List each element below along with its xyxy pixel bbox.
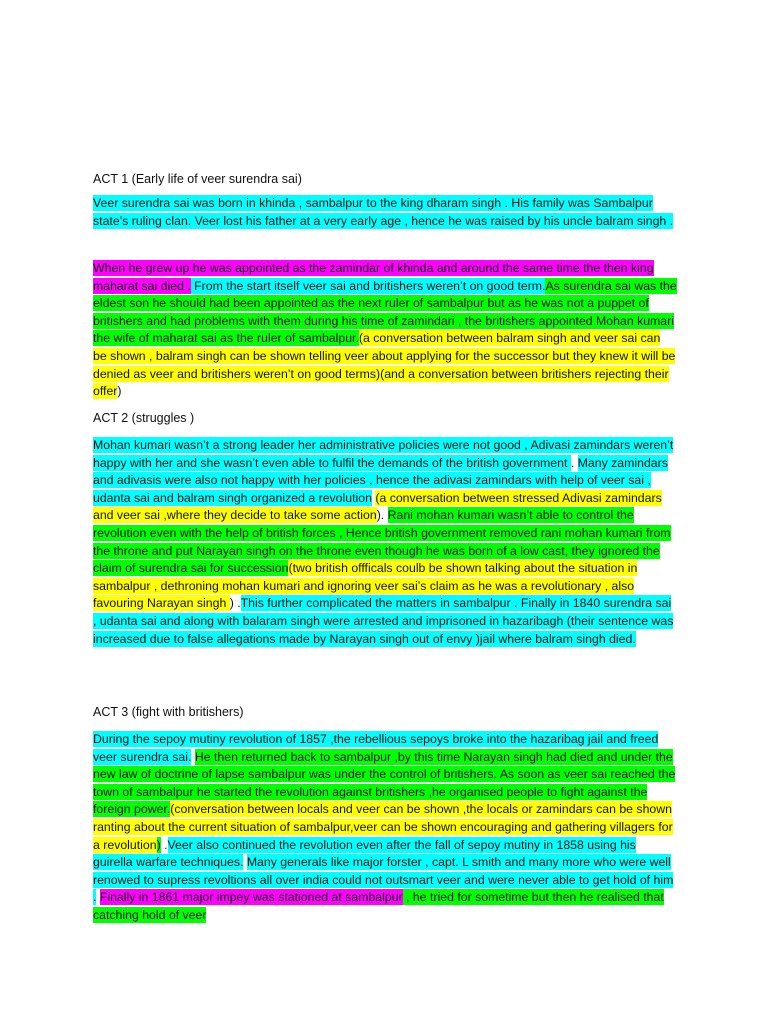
highlighted-text-run: Mohan kumari wasn’t a strong leader her administrative policies were not good , Adivasi zamindars weren’t happy with her and she wasn’t even able to fulfil the demands of the british government (93, 438, 674, 470)
act-1-paragraph-1 (93, 195, 677, 230)
act-3-paragraph-1 (93, 731, 677, 925)
highlighted-text-run: As surendra sai was the eldest son he should had been appointed as the next ruler of sambalpur but as he was not a puppet of britishers and had problems with them during his time of zamindari , the britishers appointed Mohan kumari the wife of maharat sai as the ruler of sambalpur. (93, 278, 677, 346)
highlighted-text-run: This further complicated the matters in sambalpur . Finally in 1840 surendra sai , udanta sai and along with balaram singh were arrested and imprisoned in hazaribagh (their sentence was increased due to false allegations made by Narayan singh out of envy )jail where balram singh died. (93, 596, 674, 646)
highlighted-text-run: Veer surendra sai was born in khinda , sambalpur to the king dharam singh . His family was Sambalpur state’s ruling clan. Veer lost his father at a very early age , hence he was raised by his uncle balram singh . (93, 196, 674, 228)
act-3-heading: ACT 3 (fight with britishers) (93, 705, 244, 719)
highlighted-text-run: . (570, 455, 578, 470)
act-1-paragraph-2 (93, 260, 677, 401)
highlighted-text-run: When he grew up he was appointed as the zamindar of khinda and around the same time the then king maharat sai died . (93, 261, 654, 293)
highlighted-text-run: During the sepoy mutiny revolution of 1857 ,the rebellious sepoys broke into the hazaribag jail and freed veer surendra sai. (93, 732, 659, 764)
highlighted-text-run: ). (376, 508, 388, 523)
act-2-paragraph-1 (93, 437, 677, 648)
highlighted-text-run: From the start itself veer sai and britishers weren’t on good term. (190, 278, 546, 293)
act-2-heading: ACT 2 (struggles ) (93, 411, 195, 425)
highlighted-text-run: He then returned back to sambalpur ,by this time Narayan singh had died and under the new law of doctrine of lapse sambalpur was under the control of britishers. As soon as veer sai reached the town of sambalpur he started the revolution against britishers ,he organised people to fight against the foreign power. (93, 749, 676, 817)
highlighted-text-run: Many generals like major forster , capt. L smith and many more who were well renowed to supress revoltions all over india could not outsmart veer and were never able to get hold of him . (93, 855, 674, 905)
highlighted-text-run: (conversation between locals and veer can be shown ,the locals or zamindars can be shown ranting about the current situation of sambalpur,veer can be shown encouraging and gathering villagers for a revolution (93, 802, 673, 852)
highlighted-text-run: Many zamindars and adivasis were also not happy with her policies , hence the adivasi zamindars with help of veer sai , udanta sai and balram singh organized a revolution (93, 455, 668, 505)
highlighted-text-run: . (160, 837, 168, 852)
highlighted-text-run: , he tried for sometime but then he realised that catching hold of veer (93, 890, 664, 922)
highlighted-text-run: Finally in 1861 major impey was stationed at sambalpur (99, 890, 403, 905)
highlighted-text-run: (a conversation between stressed Adivasi zamindars and veer sai ,where they decide to take some action (93, 490, 662, 523)
highlighted-text-run: ) . (229, 596, 241, 611)
act-1-heading: ACT 1 (Early life of veer surendra sai) (93, 172, 302, 186)
highlighted-text-run: ) (117, 384, 122, 399)
highlighted-text-run: Veer also continued the revolution even after the fall of sepoy mutiny in 1858 using his guirella warfare techniques. (93, 837, 636, 870)
highlighted-text-run: ) (156, 837, 161, 852)
highlighted-text-run: (a conversation between balram singh and veer sai can be shown , balram singh can be shown telling veer about applying for the successor but they knew it will be denied as veer and britishers weren’t on good terms) (93, 331, 676, 381)
highlighted-text-run: (two british offficals coulb be shown talking about the situation in sambalpur , dethroning mohan kumari and ignoring veer sai’s claim as he was a revolutionary , also favouring Narayan singh (93, 561, 638, 611)
highlighted-text-run: Rani mohan kumari wasn’t able to control the revolution even with the help of british forces , Hence british government removed rani mohan kumari from the throne and put Narayan singh on the throne even though he was born of a low cast, they ignored the claim of surendra sai for succession (93, 508, 671, 576)
highlighted-text-run: (and a conversation between britishers rejecting their offer (93, 366, 669, 399)
